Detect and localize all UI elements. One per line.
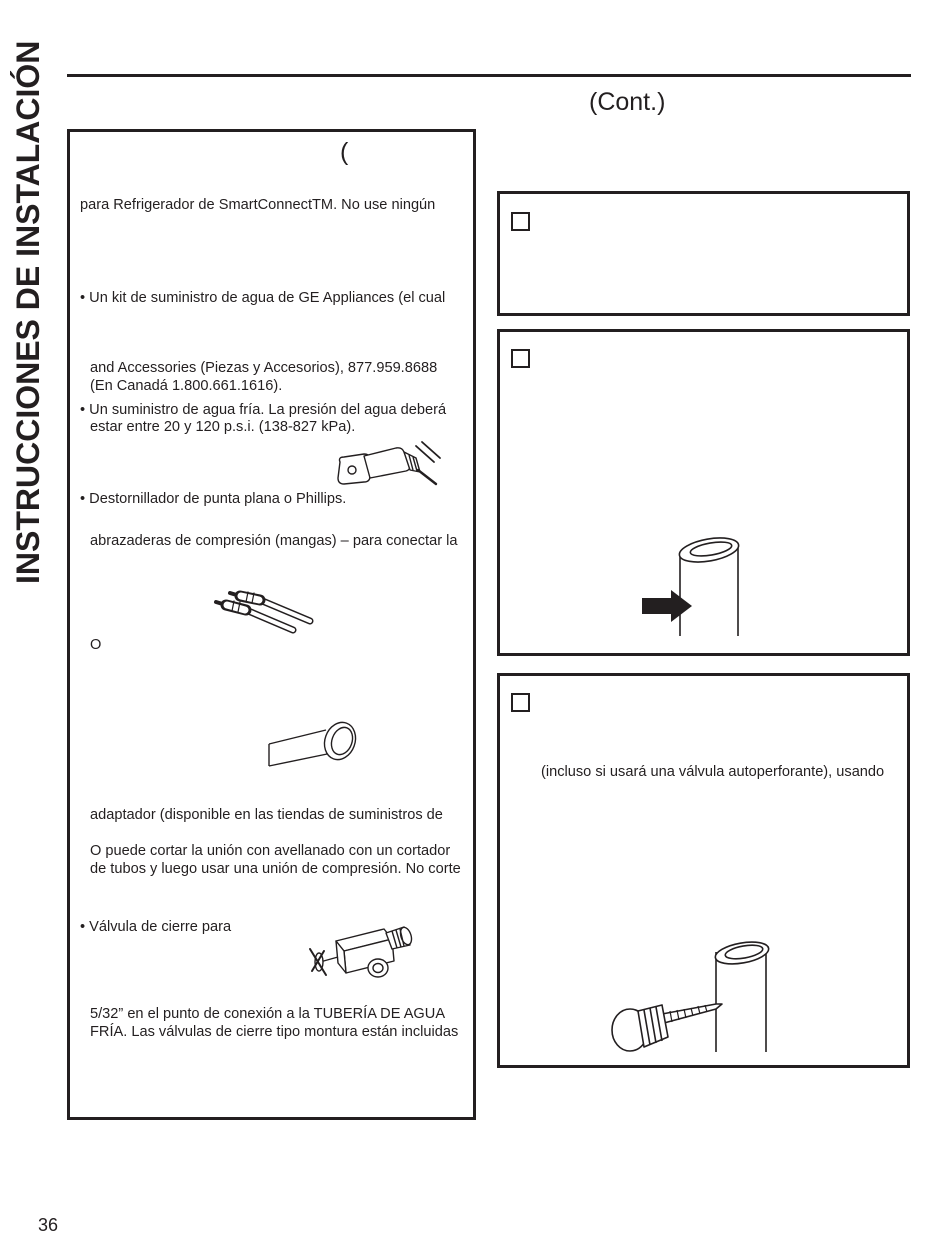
- left-text-line: FRÍA. Las válvulas de cierre tipo montura están incluidas: [90, 1024, 459, 1040]
- header-rule: [67, 74, 911, 77]
- checkbox-icon: [511, 349, 530, 368]
- left-text-line: estar entre 20 y 120 p.s.i. (138-827 kPa).: [90, 419, 356, 435]
- left-text-line: • Destornillador de punta plana o Phillips.: [80, 491, 347, 507]
- drill-icon: [330, 436, 442, 490]
- left-text-line: • Válvula de cierre para: [80, 919, 232, 935]
- left-text-line: (En Canadá 1.800.661.1616).: [90, 378, 283, 394]
- instruction-box-1: [497, 191, 910, 316]
- left-text-line: adaptador (disponible en las tiendas de suministros de: [90, 807, 443, 823]
- pipe-with-drill-icon: [602, 937, 772, 1055]
- flared-copper-tube-icon: [264, 718, 360, 770]
- continued-label: (Cont.): [589, 88, 666, 116]
- left-text-line: O: [90, 637, 102, 653]
- sidebar-section-title: INSTRUCCIONES DE INSTALACIÓN: [10, 40, 46, 584]
- left-text-line: para Refrigerador de SmartConnectTM. No use ningún: [80, 197, 436, 213]
- left-text-line: 5/32” en el punto de conexión a la TUBERÍA DE AGUA: [90, 1006, 446, 1022]
- box-3-text-line: (incluso si usará una válvula autoperforante), usando: [541, 764, 885, 780]
- left-text-line: • Un kit de suministro de agua de GE Appliances (el cual: [80, 290, 446, 306]
- left-text-line: and Accessories (Piezas y Accesorios), 877.959.8688: [90, 360, 438, 376]
- left-text-line: O puede cortar la unión con avellanado con un cortador: [90, 843, 451, 859]
- left-text-line: de tubos y luego usar una unión de compresión. No corte: [90, 861, 461, 877]
- checkbox-icon: [511, 693, 530, 712]
- page-number: 36: [38, 1215, 59, 1235]
- checkbox-icon: [511, 212, 530, 231]
- left-box-heading: (: [340, 138, 349, 166]
- left-text-line: • Un suministro de agua fría. La presión del agua deberá: [80, 402, 447, 418]
- left-text-line: abrazaderas de compresión (mangas) – para conectar la: [90, 533, 458, 549]
- pipe-with-arrow-icon: [636, 531, 744, 639]
- compression-tubing-icon: [211, 580, 315, 634]
- shutoff-valve-icon: [306, 921, 414, 989]
